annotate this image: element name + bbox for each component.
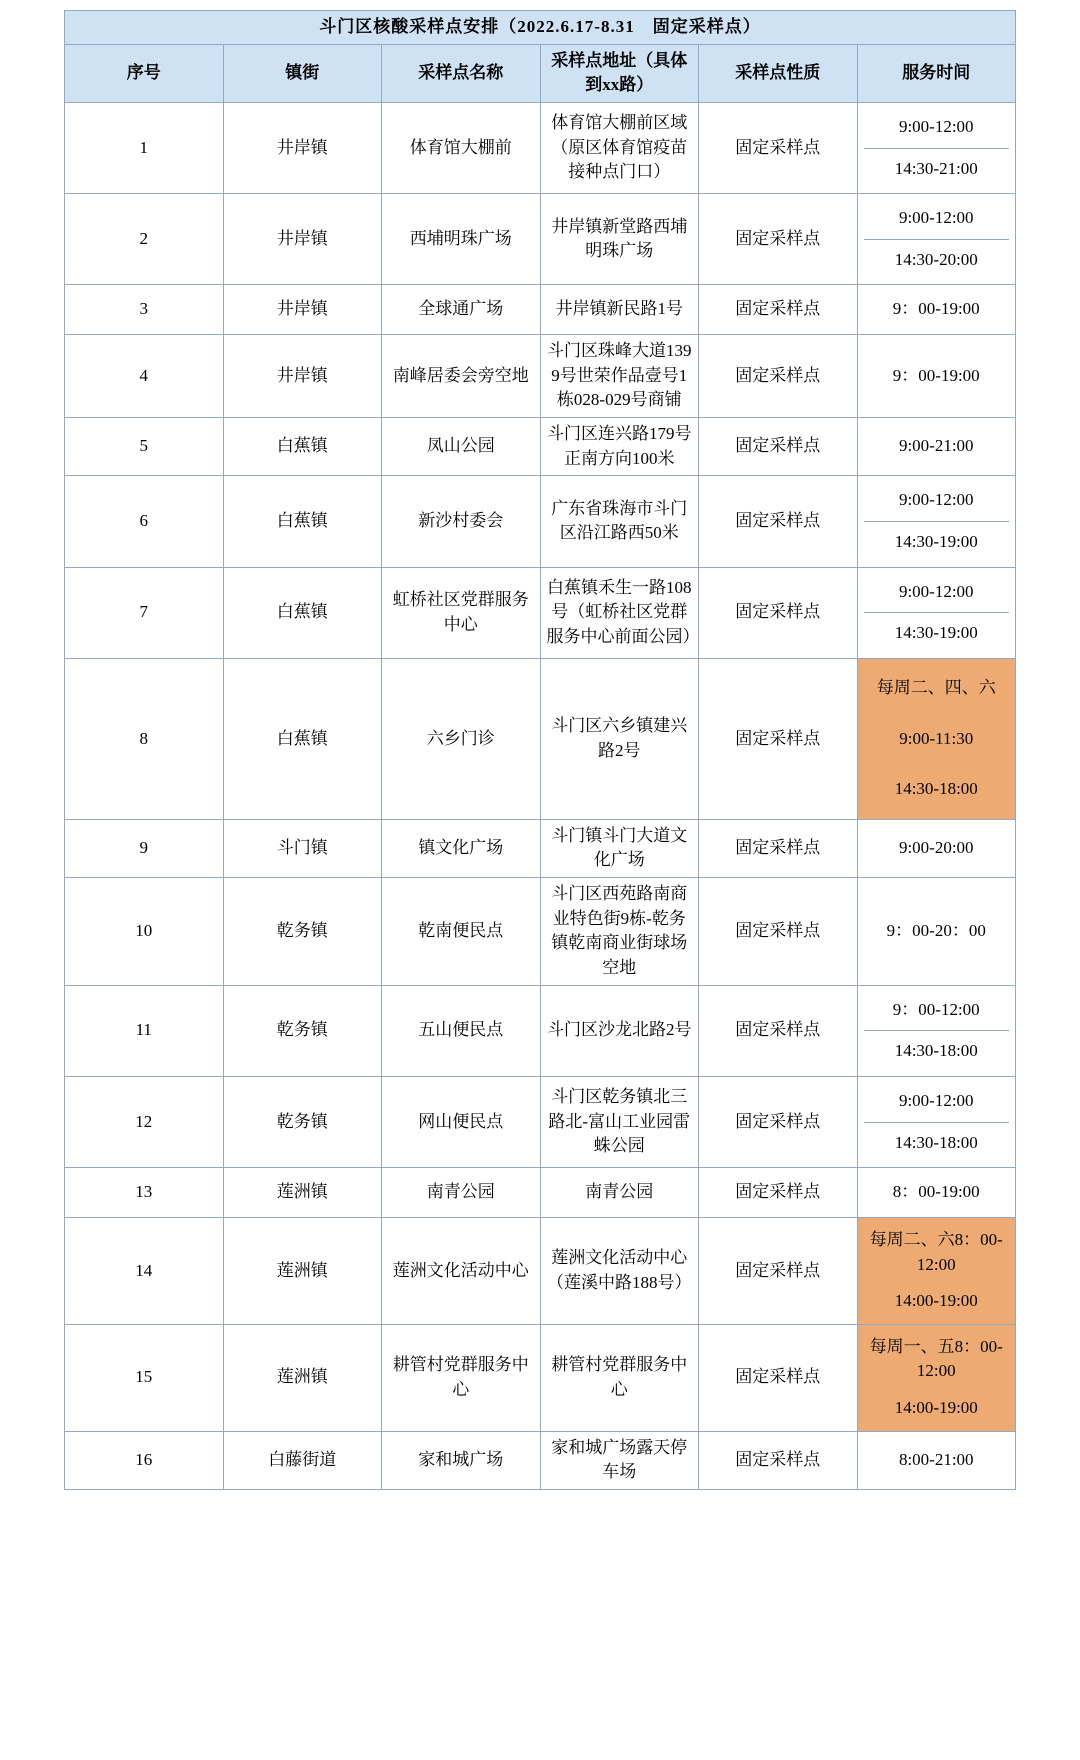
- cell-site-name: 六乡门诊: [382, 658, 541, 819]
- cell-service-hours-highlighted: [857, 1217, 1016, 1324]
- service-hours-line: 8：00-19:00: [892, 1182, 980, 1202]
- cell-service-hours: [857, 878, 1016, 986]
- cell-service-hours-highlighted: [857, 658, 1016, 819]
- cell-index: 13: [65, 1168, 224, 1218]
- cell-type: 固定采样点: [699, 1076, 858, 1167]
- cell-address: 体育馆大棚前区域（原区体育馆疫苗接种点门口）: [540, 102, 699, 193]
- table-row: [65, 285, 1016, 335]
- title-row: [65, 11, 1016, 45]
- cell-service-hours-highlighted: [857, 1324, 1016, 1431]
- service-hours-list: [864, 1222, 1010, 1320]
- cell-site-name: 体育馆大棚前: [382, 102, 541, 193]
- service-hours-line: 14:30-19:00: [894, 531, 978, 551]
- cell-service-hours: [857, 335, 1016, 418]
- cell-address: 斗门镇斗门大道文化广场: [540, 819, 699, 877]
- cell-address: 白蕉镇禾生一路108号（虹桥社区党群服务中心前面公园）: [540, 567, 699, 658]
- cell-type: 固定采样点: [699, 102, 858, 193]
- cell-site-name: 家和城广场: [382, 1431, 541, 1489]
- service-hours-line: 14:30-20:00: [894, 249, 978, 269]
- service-hours-line: 14:30-18:00: [894, 1132, 978, 1152]
- service-hours-line: 9:00-20:00: [898, 838, 974, 858]
- service-hours-line: 14:00-19:00: [894, 1291, 978, 1311]
- cell-town: 井岸镇: [223, 102, 382, 193]
- cell-site-name: 西埔明珠广场: [382, 194, 541, 285]
- service-hours-line: 9:00-12:00: [864, 107, 1010, 149]
- table-row: [65, 194, 1016, 285]
- table-row: [65, 102, 1016, 193]
- cell-index: 15: [65, 1324, 224, 1431]
- service-hours-list: [864, 911, 1010, 952]
- service-hours-list: [864, 356, 1010, 397]
- cell-index: 5: [65, 418, 224, 476]
- table-head: [65, 11, 1016, 103]
- cell-index: 14: [65, 1217, 224, 1324]
- cell-address: 斗门区连兴路179号正南方向100米: [540, 418, 699, 476]
- service-hours-list: [864, 480, 1010, 562]
- cell-site-name: 五山便民点: [382, 985, 541, 1076]
- service-hours-line: 14:30-21:00: [894, 158, 978, 178]
- service-hours-line: 每周二、四、六: [876, 677, 996, 697]
- cell-address: 斗门区西苑路南商业特色街9栋-乾务镇乾南商业街球场空地: [540, 878, 699, 986]
- cell-type: 固定采样点: [699, 476, 858, 567]
- table-row: [65, 985, 1016, 1076]
- cell-town: 斗门镇: [223, 819, 382, 877]
- service-hours-line: 9:00-21:00: [898, 436, 974, 456]
- cell-index: 3: [65, 285, 224, 335]
- col-header-site-name: 采样点名称: [382, 44, 541, 102]
- page-title: 斗门区核酸采样点安排（2022.6.17-8.31 固定采样点）: [65, 11, 1016, 45]
- table-row: [65, 878, 1016, 986]
- service-hours-line: 14:30-18:00: [894, 1041, 978, 1061]
- cell-type: 固定采样点: [699, 985, 858, 1076]
- cell-index: 2: [65, 194, 224, 285]
- service-hours-line: 9：00-20：00: [886, 921, 986, 941]
- cell-site-name: 凤山公园: [382, 418, 541, 476]
- table-row: [65, 819, 1016, 877]
- cell-service-hours: [857, 819, 1016, 877]
- cell-town: 井岸镇: [223, 285, 382, 335]
- cell-type: 固定采样点: [699, 194, 858, 285]
- service-hours-line: 9:00-12:00: [864, 198, 1010, 240]
- cell-site-name: 镇文化广场: [382, 819, 541, 877]
- cell-service-hours: [857, 102, 1016, 193]
- cell-type: 固定采样点: [699, 285, 858, 335]
- column-header-row: [65, 44, 1016, 102]
- table-row: [65, 335, 1016, 418]
- cell-index: 16: [65, 1431, 224, 1489]
- cell-type: 固定采样点: [699, 1431, 858, 1489]
- service-hours-line: 9:00-11:30: [899, 728, 974, 748]
- table-row: [65, 1168, 1016, 1218]
- service-hours-list: [864, 107, 1010, 189]
- cell-service-hours: [857, 1431, 1016, 1489]
- cell-index: 6: [65, 476, 224, 567]
- service-hours-list: [864, 426, 1010, 467]
- cell-town: 白蕉镇: [223, 476, 382, 567]
- cell-address: 斗门区沙龙北路2号: [540, 985, 699, 1076]
- cell-address: 斗门区六乡镇建兴路2号: [540, 658, 699, 819]
- service-hours-list: [864, 663, 1010, 815]
- col-header-address: 采样点地址（具体到xx路）: [540, 44, 699, 102]
- service-hours-list: [864, 990, 1010, 1072]
- cell-address: 家和城广场露天停车场: [540, 1431, 699, 1489]
- cell-index: 11: [65, 985, 224, 1076]
- cell-index: 9: [65, 819, 224, 877]
- cell-site-name: 全球通广场: [382, 285, 541, 335]
- table-row: [65, 1324, 1016, 1431]
- cell-town: 井岸镇: [223, 194, 382, 285]
- service-hours-list: [864, 1329, 1010, 1427]
- cell-town: 莲洲镇: [223, 1324, 382, 1431]
- cell-site-name: 新沙村委会: [382, 476, 541, 567]
- cell-type: 固定采样点: [699, 819, 858, 877]
- cell-service-hours: [857, 194, 1016, 285]
- cell-type: 固定采样点: [699, 1217, 858, 1324]
- cell-town: 乾务镇: [223, 1076, 382, 1167]
- service-hours-line: 每周二、六8：00-12:00: [869, 1229, 1003, 1274]
- cell-town: 乾务镇: [223, 878, 382, 986]
- cell-town: 白蕉镇: [223, 658, 382, 819]
- col-header-service-hours: 服务时间: [857, 44, 1016, 102]
- cell-address: 斗门区乾务镇北三路北-富山工业园雷蛛公园: [540, 1076, 699, 1167]
- cell-town: 白蕉镇: [223, 567, 382, 658]
- service-hours-list: [864, 572, 1010, 654]
- cell-address: 南青公园: [540, 1168, 699, 1218]
- cell-site-name: 莲洲文化活动中心: [382, 1217, 541, 1324]
- cell-town: 莲洲镇: [223, 1168, 382, 1218]
- cell-type: 固定采样点: [699, 658, 858, 819]
- cell-address: 井岸镇新堂路西埔明珠广场: [540, 194, 699, 285]
- cell-town: 乾务镇: [223, 985, 382, 1076]
- cell-service-hours: [857, 476, 1016, 567]
- service-hours-list: [864, 1081, 1010, 1163]
- cell-index: 4: [65, 335, 224, 418]
- service-hours-list: [864, 828, 1010, 869]
- service-hours-line: 14:30-19:00: [894, 623, 978, 643]
- cell-service-hours: [857, 418, 1016, 476]
- cell-town: 井岸镇: [223, 335, 382, 418]
- cell-service-hours: [857, 567, 1016, 658]
- cell-type: 固定采样点: [699, 335, 858, 418]
- cell-type: 固定采样点: [699, 1168, 858, 1218]
- cell-service-hours: [857, 985, 1016, 1076]
- cell-town: 莲洲镇: [223, 1217, 382, 1324]
- cell-service-hours: [857, 1076, 1016, 1167]
- cell-address: 井岸镇新民路1号: [540, 285, 699, 335]
- cell-address: 莲洲文化活动中心（莲溪中路188号）: [540, 1217, 699, 1324]
- table-row: [65, 1431, 1016, 1489]
- cell-index: 10: [65, 878, 224, 986]
- sampling-sites-table: [64, 10, 1016, 1490]
- cell-address: 斗门区珠峰大道1399号世荣作品壹号1栋028-029号商铺: [540, 335, 699, 418]
- cell-type: 固定采样点: [699, 878, 858, 986]
- service-hours-list: [864, 1440, 1010, 1481]
- service-hours-list: [864, 198, 1010, 280]
- col-header-town: 镇街: [223, 44, 382, 102]
- cell-site-name: 耕管村党群服务中心: [382, 1324, 541, 1431]
- service-hours-line: 9:00-12:00: [864, 480, 1010, 522]
- col-header-index: 序号: [65, 44, 224, 102]
- table-row: [65, 1076, 1016, 1167]
- cell-site-name: 网山便民点: [382, 1076, 541, 1167]
- service-hours-list: [864, 1172, 1010, 1213]
- service-hours-line: 9：00-19:00: [892, 299, 980, 319]
- cell-type: 固定采样点: [699, 1324, 858, 1431]
- cell-address: 耕管村党群服务中心: [540, 1324, 699, 1431]
- cell-index: 1: [65, 102, 224, 193]
- cell-site-name: 虹桥社区党群服务中心: [382, 567, 541, 658]
- table-row: [65, 418, 1016, 476]
- cell-address: 广东省珠海市斗门区沿江路西50米: [540, 476, 699, 567]
- service-hours-list: [864, 289, 1010, 330]
- table-body: [65, 102, 1016, 1489]
- table-row: [65, 567, 1016, 658]
- cell-site-name: 南峰居委会旁空地: [382, 335, 541, 418]
- col-header-type: 采样点性质: [699, 44, 858, 102]
- table-row: [65, 476, 1016, 567]
- cell-type: 固定采样点: [699, 567, 858, 658]
- service-hours-line: 9：00-19:00: [892, 365, 980, 385]
- service-hours-line: 9：00-12:00: [864, 990, 1010, 1032]
- cell-service-hours: [857, 285, 1016, 335]
- cell-index: 12: [65, 1076, 224, 1167]
- cell-site-name: 南青公园: [382, 1168, 541, 1218]
- cell-index: 7: [65, 567, 224, 658]
- service-hours-line: 9:00-12:00: [864, 1081, 1010, 1123]
- cell-town: 白藤街道: [223, 1431, 382, 1489]
- cell-town: 白蕉镇: [223, 418, 382, 476]
- service-hours-line: 每周一、五8：00-12:00: [869, 1336, 1003, 1381]
- service-hours-line: 8:00-21:00: [898, 1450, 974, 1470]
- table-row: [65, 1217, 1016, 1324]
- table-row: [65, 658, 1016, 819]
- cell-service-hours: [857, 1168, 1016, 1218]
- service-hours-line: 14:00-19:00: [894, 1398, 978, 1418]
- service-hours-line: 9:00-12:00: [864, 572, 1010, 614]
- cell-site-name: 乾南便民点: [382, 878, 541, 986]
- cell-index: 8: [65, 658, 224, 819]
- cell-type: 固定采样点: [699, 418, 858, 476]
- service-hours-line: 14:30-18:00: [894, 779, 978, 799]
